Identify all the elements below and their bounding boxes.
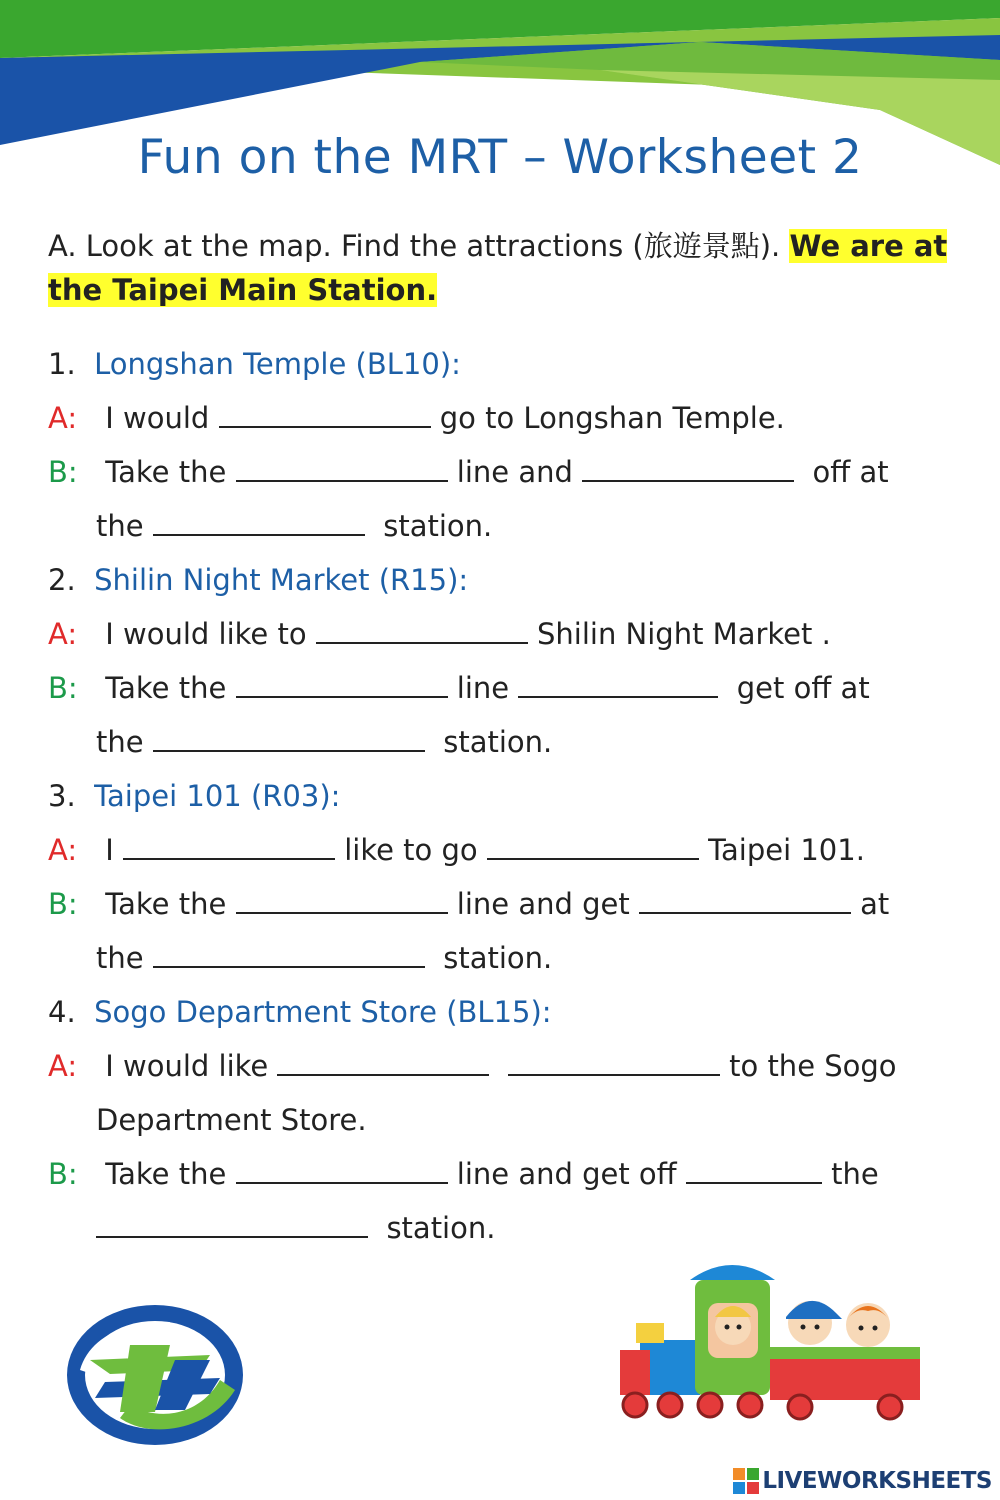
question-number: 1. xyxy=(48,347,76,381)
liveworksheets-brand xyxy=(733,1468,992,1494)
sentence-text: the xyxy=(96,725,144,759)
blank-input[interactable] xyxy=(236,888,448,914)
question-1-heading xyxy=(48,346,461,382)
sentence-text: station. xyxy=(383,509,493,543)
question-2-heading xyxy=(48,562,468,598)
blank-input[interactable] xyxy=(277,1050,489,1076)
question-3-heading xyxy=(48,778,340,814)
speaker-a-label: A: xyxy=(48,1049,78,1083)
sentence-text: Department Store. xyxy=(96,1103,367,1137)
brand-text: LIVEWORKSHEETS xyxy=(762,1468,992,1494)
sentence-text: I xyxy=(105,833,114,867)
sentence-text: line and xyxy=(456,455,573,489)
question-number: 3. xyxy=(48,779,76,813)
speaker-b-label: B: xyxy=(48,671,78,705)
question-number: 4. xyxy=(48,995,76,1029)
sentence-text: Take the xyxy=(105,671,227,705)
q1-dialogue-b xyxy=(48,454,889,490)
sentence-text: station. xyxy=(443,941,553,975)
instructions-text: A. Look at the map. Find the attractions (旅遊景點). xyxy=(48,229,790,263)
sentence-text: the xyxy=(96,509,144,543)
question-title: Sogo Department Store (BL15): xyxy=(94,995,552,1029)
sentence-text: off at xyxy=(812,455,889,489)
blank-input[interactable] xyxy=(96,1212,368,1238)
blank-input[interactable] xyxy=(219,402,431,428)
question-title: Longshan Temple (BL10): xyxy=(94,347,461,381)
question-title: Shilin Night Market (R15): xyxy=(94,563,469,597)
sentence-text: get off at xyxy=(736,671,870,705)
speaker-a-label: A: xyxy=(48,401,78,435)
speaker-a-label: A: xyxy=(48,833,78,867)
question-title: Taipei 101 (R03): xyxy=(94,779,341,813)
sentence-text: Take the xyxy=(105,455,227,489)
sentence-text: Take the xyxy=(105,1157,227,1191)
sentence-text: at xyxy=(860,887,890,921)
blank-input[interactable] xyxy=(153,726,425,752)
speaker-b-label: B: xyxy=(48,887,78,921)
sentence-text: station. xyxy=(386,1211,496,1245)
metro-logo-icon xyxy=(60,1300,250,1450)
blank-input[interactable] xyxy=(236,672,448,698)
blank-input[interactable] xyxy=(518,672,718,698)
q3-dialogue-a xyxy=(48,832,865,868)
sentence-text: line xyxy=(456,671,510,705)
blank-input[interactable] xyxy=(686,1158,822,1184)
q4-dialogue-b-cont xyxy=(96,1210,495,1246)
q2-dialogue-a xyxy=(48,616,831,652)
q3-dialogue-b xyxy=(48,886,889,922)
question-number: 2. xyxy=(48,563,76,597)
blank-input[interactable] xyxy=(153,510,365,536)
speaker-a-label: A: xyxy=(48,617,78,651)
blank-input[interactable] xyxy=(236,1158,448,1184)
sentence-text: Shilin Night Market . xyxy=(537,617,831,651)
train-illustration-icon xyxy=(610,1255,930,1430)
sentence-text: station. xyxy=(443,725,553,759)
blank-input[interactable] xyxy=(123,834,335,860)
q2-dialogue-b xyxy=(48,670,870,706)
highlight-text: We are at the Taipei Main Station. xyxy=(48,229,948,307)
sentence-text: the xyxy=(96,941,144,975)
sentence-text: the xyxy=(831,1157,879,1191)
q4-dialogue-a xyxy=(48,1048,897,1084)
question-4-heading xyxy=(48,994,552,1030)
q3-dialogue-b-cont xyxy=(96,940,552,976)
speaker-b-label: B: xyxy=(48,455,78,489)
q4-dialogue-a-cont xyxy=(96,1102,367,1138)
instructions xyxy=(48,224,948,312)
q2-dialogue-b-cont xyxy=(96,724,552,760)
blank-input[interactable] xyxy=(639,888,851,914)
blank-input[interactable] xyxy=(236,456,448,482)
liveworksheets-logo-icon xyxy=(733,1468,759,1494)
blank-input[interactable] xyxy=(153,942,425,968)
sentence-text: to the Sogo xyxy=(729,1049,897,1083)
sentence-text: I would like xyxy=(105,1049,269,1083)
q1-dialogue-b-cont xyxy=(96,508,492,544)
sentence-text: like to go xyxy=(344,833,478,867)
blank-input[interactable] xyxy=(487,834,699,860)
sentence-text: I would like to xyxy=(105,617,307,651)
blank-input[interactable] xyxy=(508,1050,720,1076)
sentence-text: Taipei 101. xyxy=(708,833,865,867)
sentence-text: go to Longshan Temple. xyxy=(439,401,785,435)
q4-dialogue-b xyxy=(48,1156,879,1192)
sentence-text: I would xyxy=(105,401,210,435)
sentence-text: line and get off xyxy=(456,1157,677,1191)
sentence-text: Take the xyxy=(105,887,227,921)
blank-input[interactable] xyxy=(316,618,528,644)
q1-dialogue-a xyxy=(48,400,785,436)
blank-input[interactable] xyxy=(582,456,794,482)
speaker-b-label: B: xyxy=(48,1157,78,1191)
sentence-text: line and get xyxy=(456,887,630,921)
page-title: Fun on the MRT – Worksheet 2 xyxy=(137,130,863,185)
